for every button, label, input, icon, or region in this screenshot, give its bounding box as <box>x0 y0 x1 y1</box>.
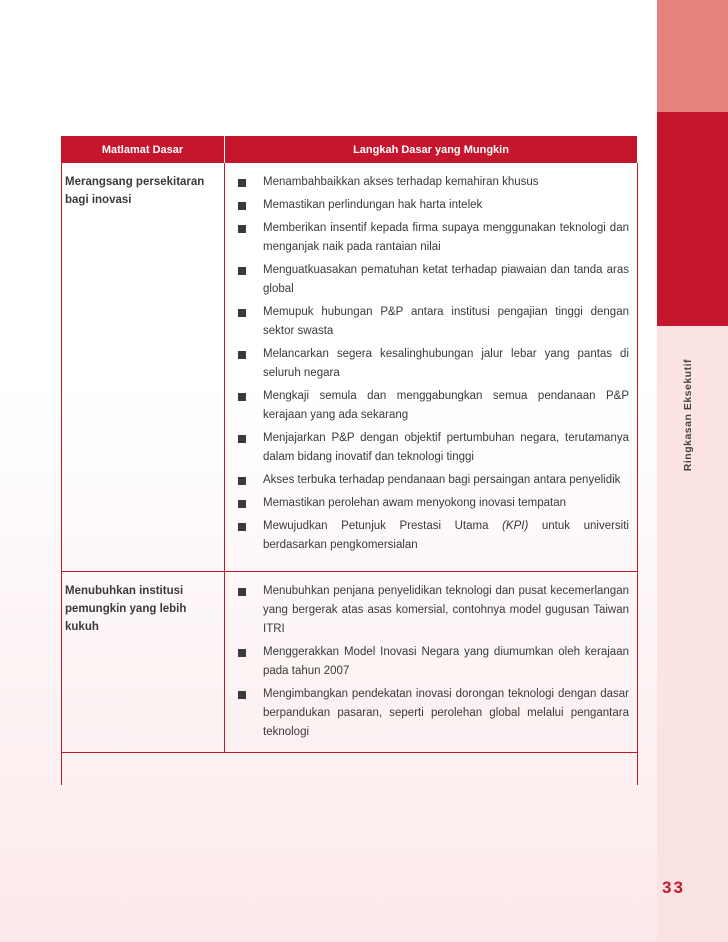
list-item: Menubuhkan penjana penyelidikan teknologi dan pusat kecemerlangan yang bergerak atas asas komersial, contohnya model gugusan Taiwan ITRI <box>225 582 629 639</box>
bullet-square-icon <box>238 477 246 485</box>
section-side-label <box>678 340 698 490</box>
list-item: Mengimbangkan pendekatan inovasi dorongan teknologi dengan dasar berpandukan pasaran, seperti perolehan global melalui pengantara teknologi <box>225 685 629 742</box>
table-row <box>61 163 637 572</box>
policy-table <box>61 136 637 753</box>
steps-cell <box>225 572 638 753</box>
bullet-square-icon <box>238 588 246 596</box>
header-steps: Langkah Dasar yang Mungkin <box>225 136 638 163</box>
section-side-label-text: Ringkasan Eksekutif <box>682 358 694 472</box>
list-item: Memupuk hubungan P&P antara institusi pengajian tinggi dengan sektor swasta <box>225 303 629 341</box>
steps-list <box>225 173 629 555</box>
page-number: 33 <box>662 878 685 897</box>
list-item: Memastikan perlindungan hak harta intelek <box>225 196 629 215</box>
bullet-square-icon <box>238 393 246 401</box>
bullet-square-icon <box>238 435 246 443</box>
list-item: Memastikan perolehan awam menyokong inovasi tempatan <box>225 494 629 513</box>
table-row <box>61 572 637 753</box>
bullet-square-icon <box>238 691 246 699</box>
side-strip-top <box>657 0 728 112</box>
bullet-square-icon <box>238 523 246 531</box>
steps-cell <box>225 163 638 572</box>
bullet-square-icon <box>238 351 246 359</box>
list-item: Mengkaji semula dan menggabungkan semua pendanaan P&P kerajaan yang ada sekarang <box>225 387 629 425</box>
steps-list <box>225 582 629 742</box>
list-item: Menambahbaikkan akses terhadap kemahiran khusus <box>225 173 629 192</box>
list-item: Mewujudkan Petunjuk Prestasi Utama (KPI) untuk universiti berdasarkan pengkomersialan <box>225 517 629 555</box>
list-item: Menjajarkan P&P dengan objektif pertumbuhan negara, terutamanya dalam bidang inovatif dan teknologi tinggi <box>225 429 629 467</box>
list-item: Melancarkan segera kesalinghubungan jalur lebar yang pantas di seluruh negara <box>225 345 629 383</box>
goal-cell: Menubuhkan institusi pemungkin yang lebih kukuh <box>61 572 225 753</box>
bullet-square-icon <box>238 309 246 317</box>
list-item: Menggerakkan Model Inovasi Negara yang diumumkan oleh kerajaan pada tahun 2007 <box>225 643 629 681</box>
table-header-row <box>61 136 637 163</box>
header-goal: Matlamat Dasar <box>61 136 225 163</box>
bullet-square-icon <box>238 267 246 275</box>
bullet-square-icon <box>238 202 246 210</box>
list-item: Akses terbuka terhadap pendanaan bagi persaingan antara penyelidik <box>225 471 629 490</box>
bullet-square-icon <box>238 225 246 233</box>
bullet-square-icon <box>238 500 246 508</box>
table-border-right <box>637 163 638 785</box>
list-item: Memberikan insentif kepada firma supaya menggunakan teknologi dan menganjak naik pada rantaian nilai <box>225 219 629 257</box>
goal-cell: Merangsang persekitaran bagi inovasi <box>61 163 225 572</box>
side-tab <box>657 112 728 326</box>
list-item: Menguatkuasakan pematuhan ketat terhadap piawaian dan tanda aras global <box>225 261 629 299</box>
bullet-square-icon <box>238 179 246 187</box>
bullet-square-icon <box>238 649 246 657</box>
